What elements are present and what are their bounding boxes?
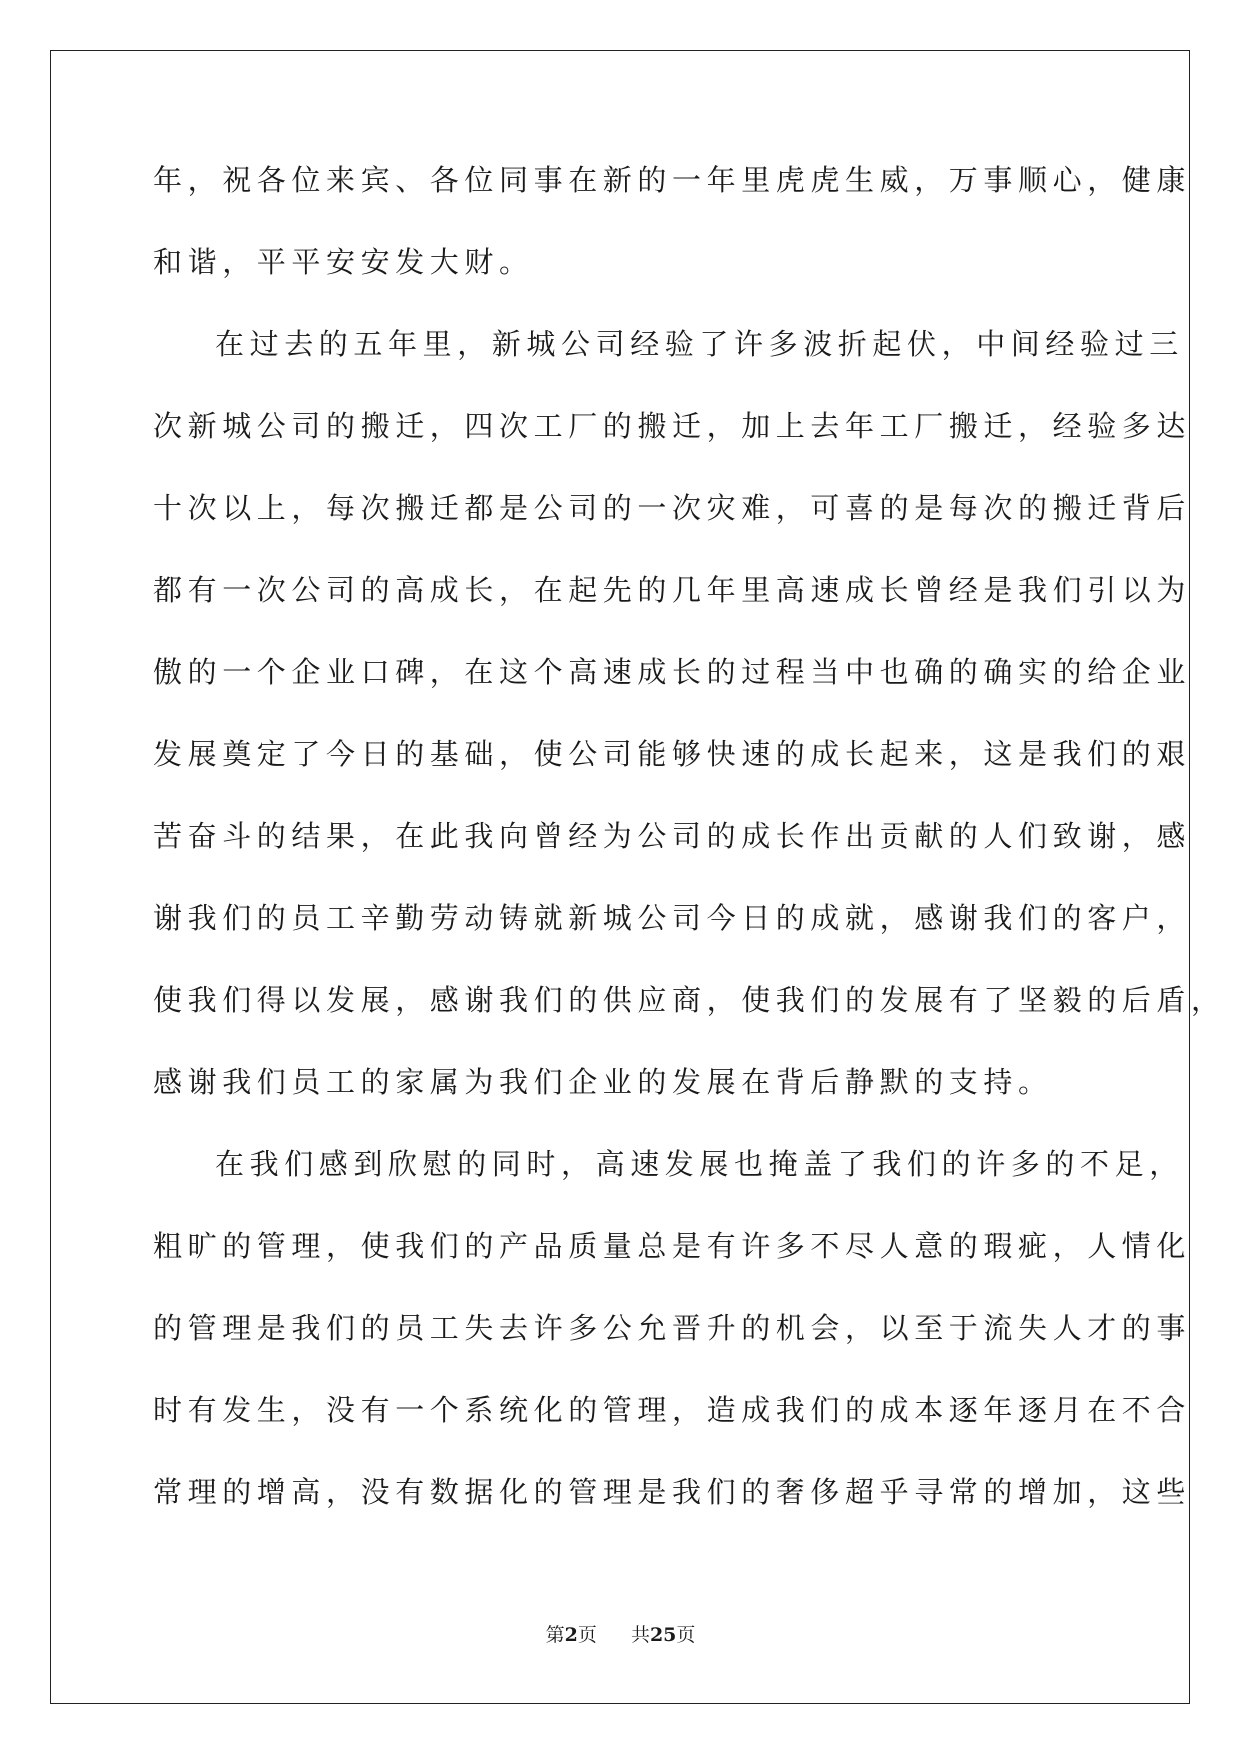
total-pages: 25 bbox=[649, 1624, 677, 1646]
text-line: 十次以上，每次搬迁都是公司的一次灾难，可喜的是每次的搬迁背后 bbox=[153, 491, 1192, 525]
text-line: 常理的增高，没有数据化的管理是我们的奢侈超乎寻常的增加，这些 bbox=[153, 1475, 1192, 1509]
text-line: 在我们感到欣慰的同时，高速发展也掩盖了我们的许多的不足， bbox=[215, 1147, 1184, 1181]
text-line: 和谐，平平安安发大财。 bbox=[153, 245, 534, 279]
page-suffix: 页 bbox=[577, 1624, 597, 1646]
text-line: 粗旷的管理，使我们的产品质量总是有许多不尽人意的瑕疵，人情化 bbox=[153, 1229, 1192, 1263]
total-suffix: 页 bbox=[676, 1624, 696, 1646]
document-body bbox=[153, 160, 1226, 1554]
page-prefix: 第 bbox=[545, 1624, 565, 1646]
text-line: 时有发生，没有一个系统化的管理，造成我们的成本逐年逐月在不合 bbox=[153, 1393, 1192, 1427]
text-line: 在过去的五年里，新城公司经验了许多波折起伏，中间经验过三 bbox=[215, 327, 1184, 361]
page-footer bbox=[0, 1620, 1241, 1647]
page-number: 2 bbox=[564, 1624, 578, 1646]
text-line: 发展奠定了今日的基础，使公司能够快速的成长起来，这是我们的艰 bbox=[153, 737, 1192, 771]
text-line: 使我们得以发展，感谢我们的供应商，使我们的发展有了坚毅的后盾， bbox=[153, 983, 1226, 1017]
text-line: 苦奋斗的结果，在此我向曾经为公司的成长作出贡献的人们致谢，感 bbox=[153, 819, 1192, 853]
text-line: 谢我们的员工辛勤劳动铸就新城公司今日的成就，感谢我们的客户， bbox=[153, 901, 1192, 935]
text-line: 感谢我们员工的家属为我们企业的发展在背后静默的支持。 bbox=[153, 1065, 1053, 1099]
text-line: 傲的一个企业口碑，在这个高速成长的过程当中也确的确实的给企业 bbox=[153, 655, 1192, 689]
text-line: 都有一次公司的高成长，在起先的几年里高速成长曾经是我们引以为 bbox=[153, 573, 1192, 607]
total-pages-indicator bbox=[631, 1620, 695, 1647]
total-prefix: 共 bbox=[630, 1624, 650, 1646]
text-line: 的管理是我们的员工失去许多公允晋升的机会，以至于流失人才的事 bbox=[153, 1311, 1192, 1345]
text-line: 次新城公司的搬迁，四次工厂的搬迁，加上去年工厂搬迁，经验多达 bbox=[153, 409, 1192, 443]
text-line: 年，祝各位来宾、各位同事在新的一年里虎虎生威，万事顺心，健康 bbox=[153, 163, 1192, 197]
page-indicator bbox=[546, 1620, 597, 1647]
